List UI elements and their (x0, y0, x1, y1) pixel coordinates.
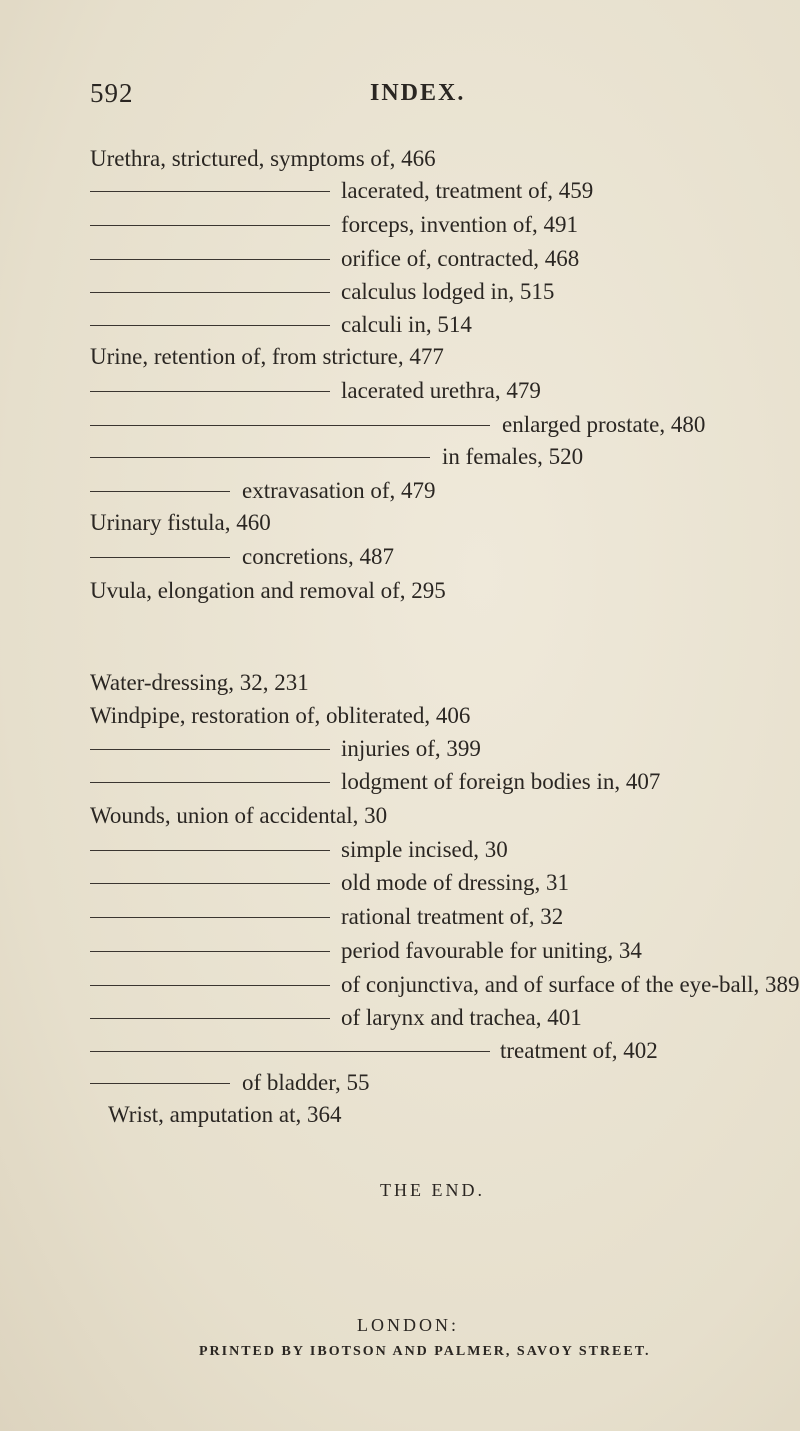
index-entry: in females, 520 (442, 444, 584, 469)
index-entry: concretions, 487 (242, 544, 395, 569)
ditto-dash (90, 191, 330, 192)
index-entry: Urine, retention of, from stricture, 477 (90, 344, 444, 369)
ditto-dash (90, 883, 330, 884)
index-entry: calculi in, 514 (341, 312, 472, 337)
index-entry: extravasation of, 479 (242, 478, 436, 503)
ditto-dash (90, 325, 330, 326)
ditto-dash (90, 391, 330, 392)
index-entry: forceps, invention of, 491 (341, 212, 578, 237)
ditto-dash (90, 425, 490, 426)
index-entry: of larynx and trachea, 401 (341, 1005, 582, 1030)
page-title: INDEX. (370, 80, 466, 106)
imprint-city: LONDON: (357, 1315, 459, 1335)
ditto-dash (90, 259, 330, 260)
ditto-dash (90, 985, 330, 986)
ditto-dash (90, 457, 430, 458)
index-entry: injuries of, 399 (341, 736, 481, 761)
ditto-dash (90, 557, 230, 558)
index-entry: of conjunctiva, and of surface of the eye-ball, 389 (341, 972, 800, 997)
index-entry: Wounds, union of accidental, 30 (90, 803, 388, 828)
the-end: THE END. (380, 1180, 485, 1200)
ditto-dash (90, 951, 330, 952)
index-entry: of bladder, 55 (242, 1070, 370, 1095)
printer-imprint: PRINTED BY IBOTSON AND PALMER, SAVOY STREET. (199, 1344, 651, 1359)
index-entry: old mode of dressing, 31 (341, 870, 570, 895)
index-entry: treatment of, 402 (500, 1038, 658, 1063)
index-entry: rational treatment of, 32 (341, 904, 564, 929)
ditto-dash (90, 491, 230, 492)
index-entry: Wrist, amputation at, 364 (108, 1102, 342, 1127)
index-entry: lacerated urethra, 479 (341, 378, 541, 403)
index-entry: lacerated, treatment of, 459 (341, 178, 594, 203)
index-entry: lodgment of foreign bodies in, 407 (341, 769, 661, 794)
index-entry: Urethra, strictured, symptoms of, 466 (90, 146, 436, 171)
page-number: 592 (90, 78, 134, 108)
ditto-dash (90, 292, 330, 293)
index-entry: Urinary fistula, 460 (90, 510, 271, 535)
ditto-dash (90, 850, 330, 851)
ditto-dash (90, 782, 330, 783)
ditto-dash (90, 917, 330, 918)
ditto-dash (90, 225, 330, 226)
index-entry: Uvula, elongation and removal of, 295 (90, 578, 446, 603)
index-entry: enlarged prostate, 480 (502, 412, 706, 437)
ditto-dash (90, 749, 330, 750)
index-entry: Windpipe, restoration of, obliterated, 406 (90, 703, 471, 728)
index-entry: orifice of, contracted, 468 (341, 246, 580, 271)
ditto-dash (90, 1018, 330, 1019)
ditto-dash (90, 1083, 230, 1084)
ditto-dash (90, 1051, 490, 1052)
index-entry: period favourable for uniting, 34 (341, 938, 642, 963)
index-entry: simple incised, 30 (341, 837, 508, 862)
index-entry: Water-dressing, 32, 231 (90, 670, 309, 695)
index-entry: calculus lodged in, 515 (341, 279, 555, 304)
